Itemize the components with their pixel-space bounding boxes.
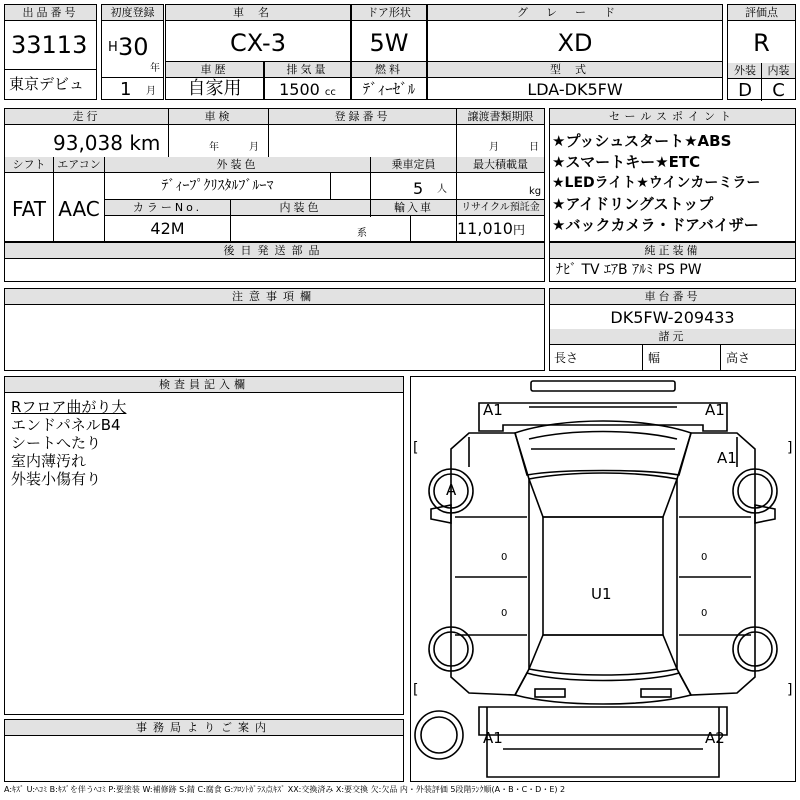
- first-reg-month: 1: [120, 79, 132, 100]
- fuel-box: 燃料 ﾃﾞｨｰｾﾞﾙ: [351, 61, 427, 100]
- equipment-box: 純正装備 ﾅﾋﾞ TV ｴｱB ｱﾙﾐ PS PW: [549, 242, 796, 282]
- inspector-note-3: シートへたり: [11, 434, 102, 452]
- later-parts-box: 後日発送部品: [4, 242, 545, 282]
- history: 自家用: [187, 78, 242, 99]
- exterior-color: ﾃﾞｨｰﾌﾟｸﾘｽﾀﾙﾌﾞﾙｰﾏ: [161, 178, 274, 194]
- venue: 東京デビュ: [9, 75, 85, 93]
- sales-points-box: セールスポイント ★プッシュスタート★ABS ★スマートキー★ETC ★LEDライト★ウインカーミラー ★アイドリングストップ ★バックカメラ・ドアバイザー: [549, 108, 796, 242]
- grade-box: グレード XD: [427, 4, 723, 62]
- sales-point-5: ★バックカメラ・ドアバイザー: [552, 216, 759, 234]
- inspector-note-5: 外装小傷有り: [11, 470, 102, 488]
- first-reg-year: 30: [118, 33, 149, 61]
- color-number: 42M: [150, 219, 185, 238]
- shift: FAT: [11, 197, 46, 221]
- lot-label: 出品番号: [5, 5, 96, 21]
- interior-score: C: [772, 80, 785, 101]
- car-name-box: 車名 CX-3: [165, 4, 351, 62]
- history-box: 車歴 自家用: [165, 61, 264, 100]
- displacement: 1500: [279, 80, 320, 99]
- lot-box: [4, 4, 97, 100]
- sales-point-2: ★スマートキー★ETC: [552, 153, 701, 171]
- car-name: CX-3: [230, 29, 286, 57]
- lot-number: 33113: [11, 31, 88, 59]
- inspector-note-1: Rフロア曲がり大: [11, 398, 127, 416]
- mark-front-right: A1: [705, 401, 725, 419]
- sales-point-3: ★LEDライト★ウインカーミラー: [552, 175, 761, 191]
- chassis-number: DK5FW-209433: [610, 308, 735, 327]
- model-code-box: 型式 LDA-DK5FW: [427, 61, 723, 100]
- fuel: ﾃﾞｨｰｾﾞﾙ: [362, 80, 416, 98]
- score-box: 評価点 R 外装 内装 D C: [727, 4, 796, 100]
- displacement-box: 排気量 1500 cc: [264, 61, 351, 100]
- exterior-score: D: [738, 80, 752, 101]
- inspector-box: 検査員記入欄 Rフロア曲がり大 エンドパネルB4 シートへたり 室内薄汚れ 外装小傷有り: [4, 376, 404, 715]
- mark-cabin: U1: [591, 585, 612, 603]
- inspector-note-2: エンドパネルB4: [11, 416, 121, 434]
- mark-wheel-left: A: [446, 481, 457, 499]
- mileage: 93,038: [53, 131, 123, 155]
- mark-right-fender: A1: [717, 449, 737, 467]
- door-box: ドア形状 5W: [351, 4, 427, 62]
- recycle-deposit: 11,010: [457, 219, 513, 238]
- first-registration-box: 初度登録 H 30 年 1 月: [101, 4, 164, 100]
- inspector-note-4: 室内薄汚れ: [11, 452, 87, 470]
- aircon: AAC: [58, 197, 100, 221]
- damage-diagram: A1 A1 A1 A U1 A1 A2 [ ] [ ] 0 0 0 0: [410, 376, 796, 782]
- overall-score: R: [753, 29, 770, 57]
- car-outline: [411, 377, 795, 781]
- era: H: [108, 40, 118, 55]
- chassis-box: 車台番号 DK5FW-209433 諸元 長さ 幅 高さ: [549, 288, 796, 371]
- office-box: 事務局よりご案内: [4, 719, 404, 782]
- sales-point-1: ★プッシュスタート★ABS: [552, 132, 732, 150]
- equipment: ﾅﾋﾞ TV ｴｱB ｱﾙﾐ PS PW: [556, 262, 702, 278]
- vehicle-info-box: 走行 車検 登録番号 譲渡書類期限 93,038 km 年 月 月 日 シフト エアコン 外装色 乗車定員 最大積載量 FAT AAC ﾃﾞｨｰﾌﾟｸﾘｽﾀﾙﾌﾞﾙｰﾏ 5 人 kg カラーNo. 内装色 輸入車 リサイクル預託金 42M 系 11,010円: [4, 108, 545, 242]
- first-reg-label: 初度登録: [102, 5, 163, 21]
- mark-front-left: A1: [483, 401, 503, 419]
- capacity: 5: [413, 179, 424, 198]
- legend: A:ｷｽﾞ U:ﾍｺﾐ B:ｷｽﾞを伴うﾍｺﾐ P:要塗装 W:補修跡 S:錆 C:腐食 G:ﾌﾛﾝﾄｶﾞﾗｽ点ｷｽﾞ XX:交換済み X:要交換 欠:欠品 内・外装評価 5段階ﾗﾝｸ順(A・B・C・D・E) 2: [4, 785, 566, 794]
- mark-rear-left: A1: [483, 729, 503, 747]
- mark-rear-right: A2: [705, 729, 725, 747]
- door-type: 5W: [369, 29, 409, 57]
- model-code: LDA-DK5FW: [527, 80, 623, 99]
- sales-point-4: ★アイドリングストップ: [552, 195, 714, 213]
- notes-box: 注意事項欄: [4, 288, 545, 371]
- grade: XD: [557, 29, 593, 57]
